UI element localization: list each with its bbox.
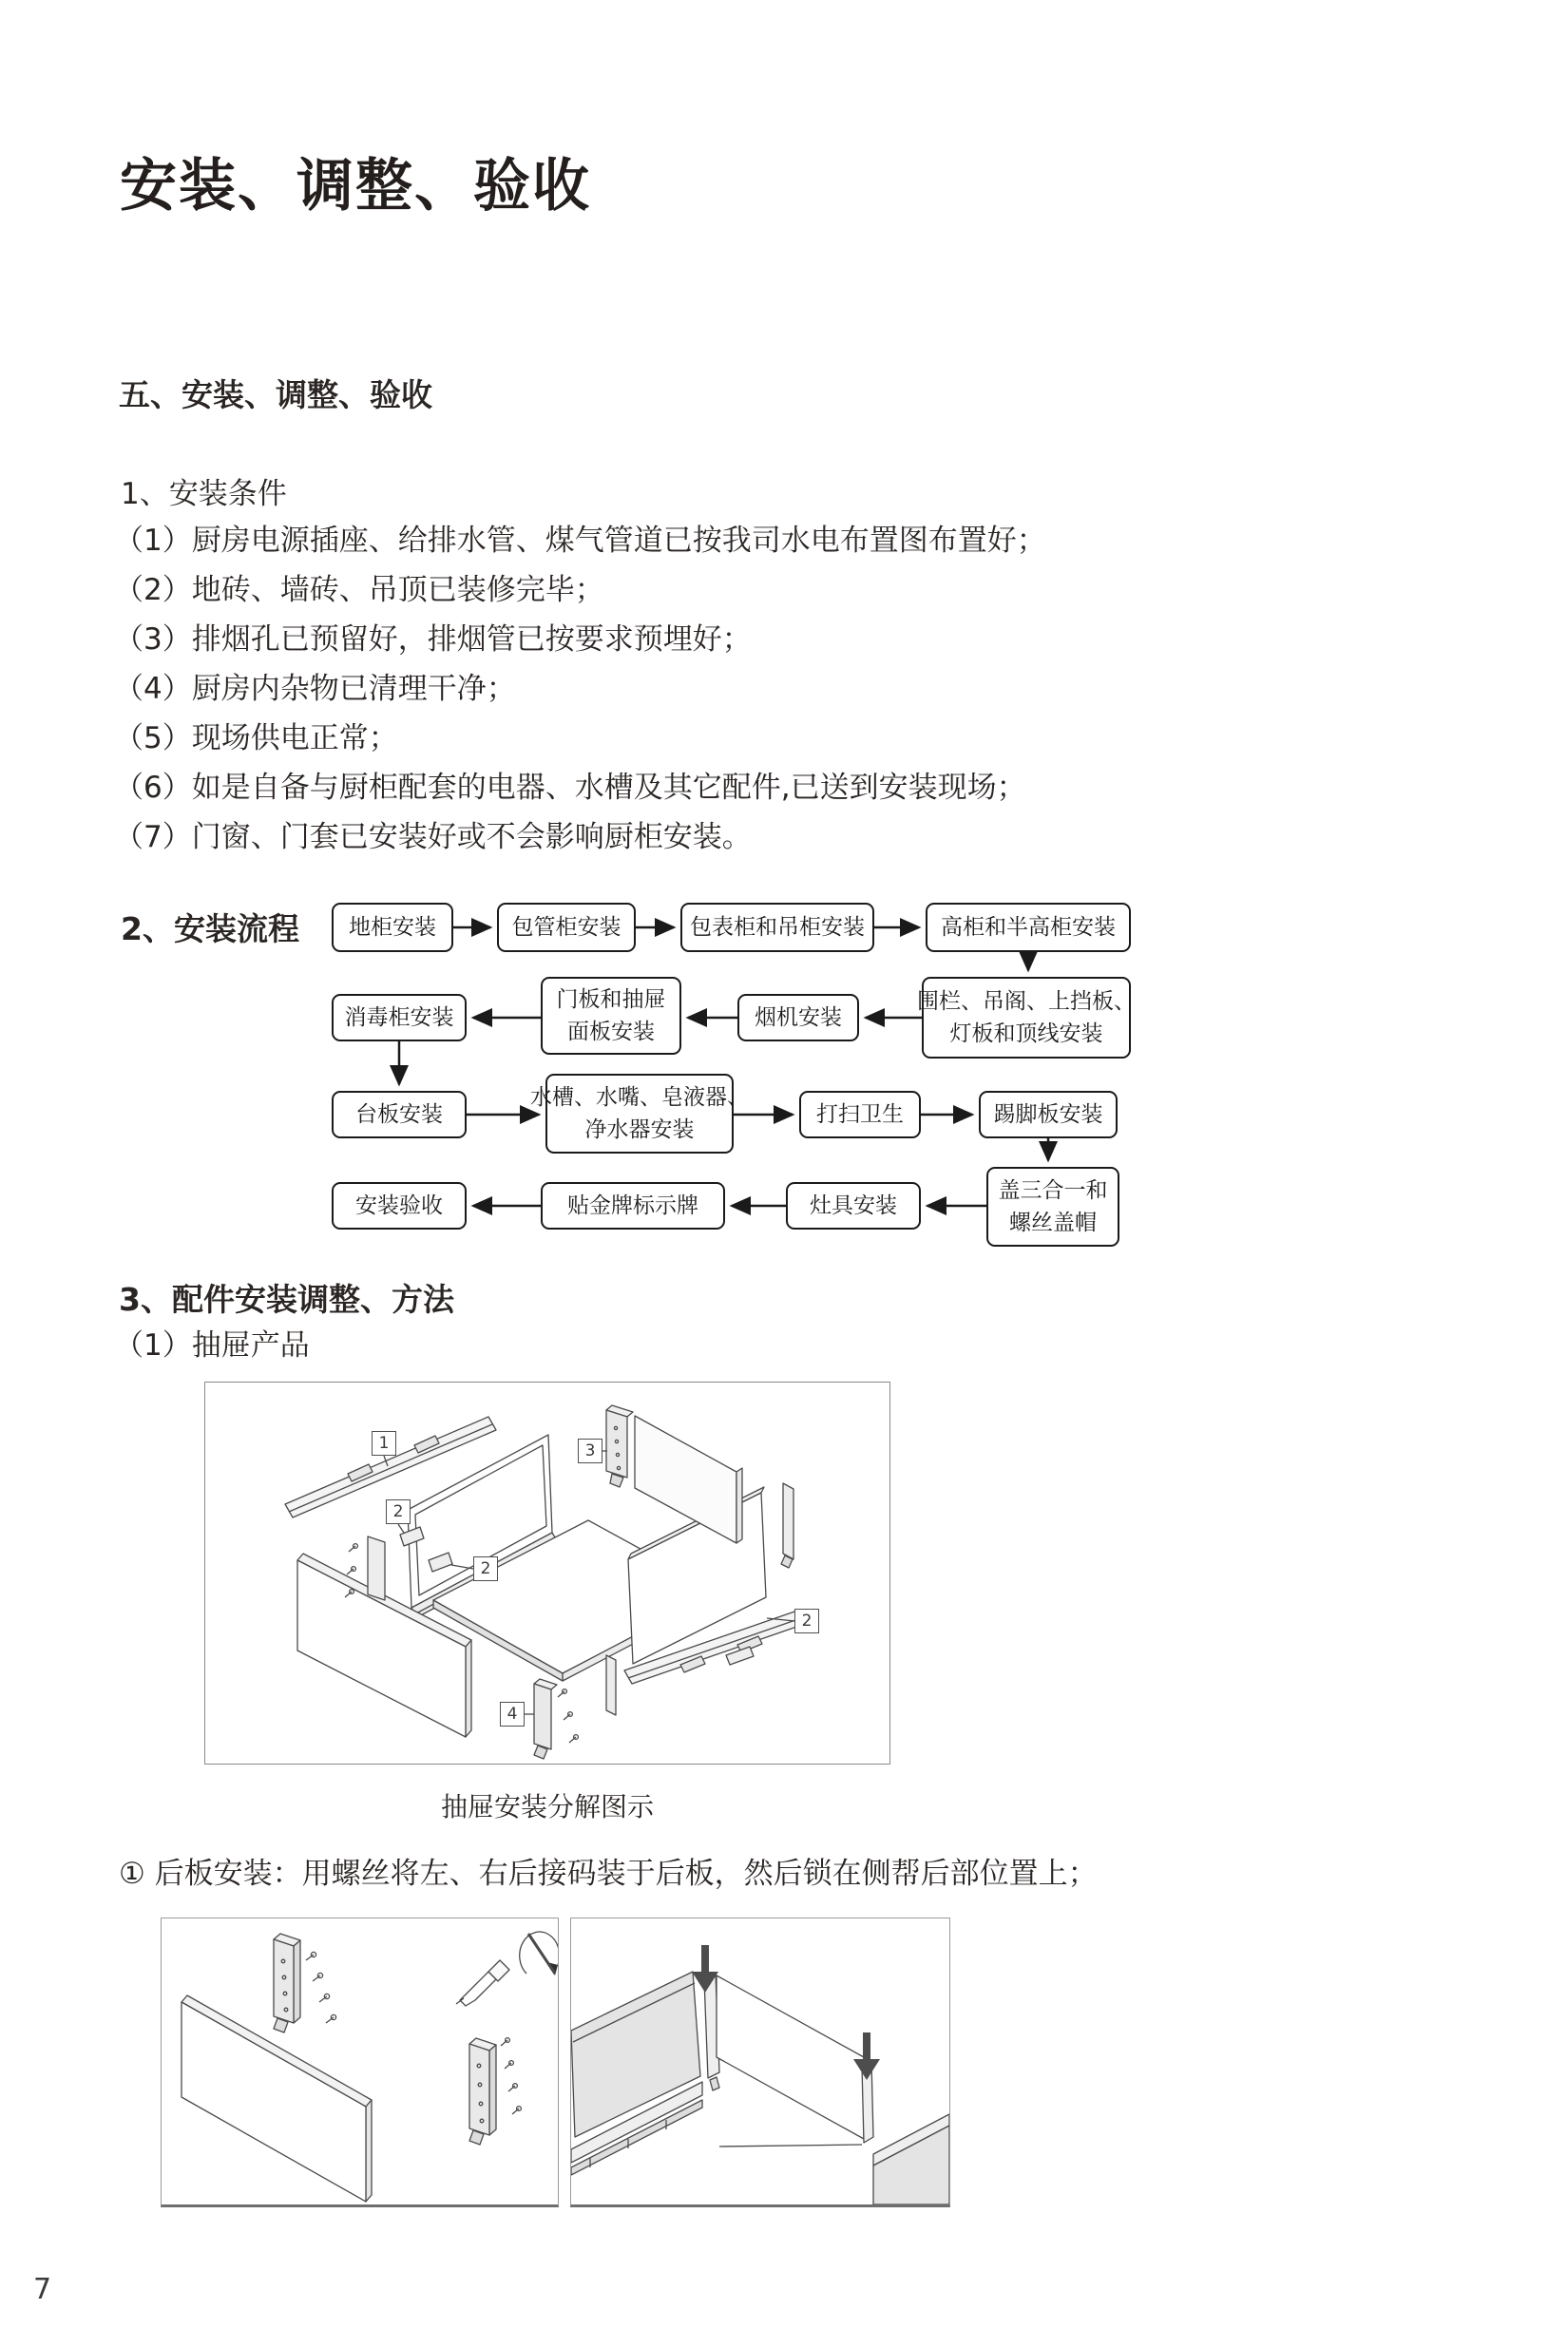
drawer-exploded-diagram (204, 1382, 890, 1765)
conditions-heading: 1、安装条件 (121, 477, 287, 511)
flow-box-tall-cabinet (926, 903, 1131, 952)
flow-box-label: 踢脚板安装 (993, 1101, 1103, 1127)
flow-box-label: 烟机安装 (755, 1004, 842, 1030)
drawer-side-panel-rear (635, 1416, 742, 1543)
drawer-exploded-drawing (205, 1383, 889, 1764)
flow-box-nameplate (541, 1182, 725, 1230)
flow-box-label: 盖三合一和 (998, 1177, 1108, 1203)
condition-item: （4）厨房内杂物已清理干净； (114, 672, 516, 706)
back-panel (704, 1974, 864, 2139)
part-label-4: 4 (500, 1702, 525, 1727)
flow-box-label: 贴金牌标示牌 (567, 1193, 698, 1218)
part-label-1: 1 (372, 1431, 396, 1456)
rear-bracket-right (781, 1483, 794, 1568)
section-heading: 五、安装、调整、验收 (119, 376, 432, 413)
flow-box-label: 门板和抽屉 (556, 986, 666, 1012)
flow-box-label: 地柜安装 (349, 914, 436, 940)
flow-box-label: 围栏、吊阁、上挡板、 (917, 988, 1136, 1014)
flow-box-kickboard (979, 1091, 1118, 1138)
flow-box-pipe-cabinet (497, 903, 636, 952)
flow-box-label: 水槽、水嘴、皂液器、 (530, 1084, 749, 1110)
page-title: 安装、调整、验收 (120, 153, 591, 219)
flow-box-label: 包管柜安装 (511, 914, 621, 940)
flow-box-label: 灯板和顶线安装 (949, 1021, 1103, 1046)
condition-item: （2）地砖、墙砖、吊顶已装修完毕； (114, 573, 604, 607)
flow-box-screw-caps (986, 1167, 1119, 1247)
condition-item: （5）现场供电正常； (114, 721, 398, 755)
flow-box-label: 打扫卫生 (816, 1101, 904, 1127)
condition-item: （3）排烟孔已预留好，排烟管已按要求预埋好； (114, 622, 752, 657)
flow-box-label: 灶具安装 (810, 1193, 897, 1218)
flow-box-label: 高柜和半高柜安装 (941, 914, 1116, 940)
flow-box-sink-faucet (530, 1074, 749, 1154)
flow-box-label: 安装验收 (355, 1193, 443, 1218)
flow-box-acceptance (332, 1182, 467, 1230)
side-panel-right (873, 2114, 949, 2204)
installation-flowchart (323, 893, 1140, 1254)
rear-bracket (274, 1934, 300, 2032)
condition-item: （7）门窗、门套已安装好或不会影响厨柜安装。 (114, 820, 752, 854)
screwdriver-icon (456, 1960, 509, 2006)
flow-box-countertop (332, 1091, 467, 1138)
accessories-heading: 3、配件安装调整、方法 (119, 1281, 454, 1318)
flow-box-label: 台板安装 (355, 1101, 443, 1127)
part-label-3: 3 (578, 1439, 602, 1463)
flow-heading: 2、安装流程 (121, 910, 299, 947)
accessories-subheading: （1）抽屉产品 (114, 1328, 310, 1363)
condition-item: （1）厨房电源插座、给排水管、煤气管道已按我司水电布置图布置好； (114, 524, 1046, 558)
back-panel-bracket-drawing (162, 1918, 558, 2204)
flow-box-sterilizer-cabinet (332, 994, 467, 1041)
part-label-2: 2 (386, 1499, 411, 1524)
flow-box-label: 面板安装 (567, 1020, 655, 1044)
flow-box-base-cabinet (332, 903, 453, 952)
flow-box-stove (786, 1182, 921, 1230)
page-number: 7 (33, 2273, 52, 2306)
back-panel-bracket-illustration (161, 1918, 559, 2207)
part-label-2: 2 (794, 1609, 819, 1633)
flow-box-label: 包表柜和吊柜安装 (690, 914, 865, 940)
flow-box-label: 净水器安装 (584, 1117, 695, 1142)
step-1-text: ① 后板安装：用螺丝将左、右后接码装于后板，然后锁在侧帮后部位置上； (119, 1857, 1098, 1891)
rear-bracket-2 (469, 2038, 521, 2145)
flow-box-range-hood (737, 994, 859, 1041)
flow-box-cover-and-wall-cabinet (680, 903, 874, 952)
flow-box-label: 消毒柜安装 (344, 1004, 454, 1030)
flow-box-cleaning (799, 1091, 921, 1138)
rotation-arrow-icon (520, 1932, 558, 1975)
flow-box-rails-lightboard (917, 977, 1136, 1059)
screws (306, 1952, 336, 2023)
flow-box-label: 螺丝盖帽 (1009, 1211, 1097, 1235)
part-label-2: 2 (473, 1556, 498, 1581)
drawer-bottom-edge (719, 2145, 862, 2147)
diagram-caption: 抽屉安装分解图示 (440, 1791, 654, 1822)
rear-bracket-top (606, 1405, 633, 1487)
flow-box-door-drawer-panel (541, 977, 681, 1055)
back-panel-insert-illustration (570, 1918, 950, 2207)
side-panel-left (571, 1972, 702, 2175)
condition-item: （6）如是自备与厨柜配套的电器、水槽及其它配件,已送到安装现场； (114, 771, 1026, 805)
back-panel-insert-drawing (571, 1918, 949, 2204)
